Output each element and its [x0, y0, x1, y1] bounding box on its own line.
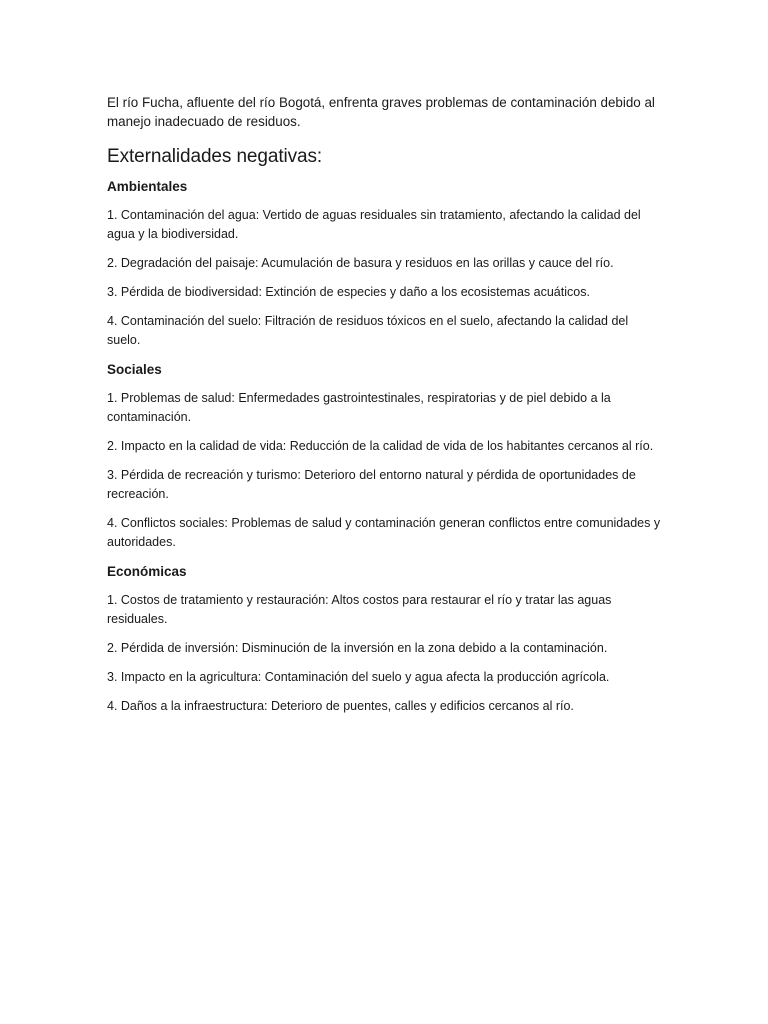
- list-item: 3. Pérdida de biodiversidad: Extinción de especies y daño a los ecosistemas acuáticos.: [107, 285, 590, 299]
- section-economicas: [107, 562, 663, 716]
- list-item: 2. Impacto en la calidad de vida: Reducción de la calidad de vida de los habitantes cercanos al río.: [107, 439, 654, 453]
- list-item: 1. Costos de tratamiento y restauración: Altos costos para restaurar el río y tratar las aguas residuales.: [107, 593, 612, 626]
- list-item: 4. Contaminación del suelo: Filtración de residuos tóxicos en el suelo, afectando la calidad del suelo.: [107, 314, 629, 347]
- list-item: 1. Contaminación del agua: Vertido de aguas residuales sin tratamiento, afectando la calidad del agua y la biodiversidad.: [107, 208, 641, 241]
- list-item: 2. Pérdida de inversión: Disminución de la inversión en la zona debido a la contaminación.: [107, 641, 608, 655]
- section-heading: Sociales: [107, 362, 162, 377]
- list-item: 4. Daños a la infraestructura: Deterioro de puentes, calles y edificios cercanos al río.: [107, 699, 574, 713]
- section-ambientales: [107, 177, 663, 350]
- list-item: 1. Problemas de salud: Enfermedades gastrointestinales, respiratorias y de piel debido a la contaminación.: [107, 391, 611, 424]
- main-heading: Externalidades negativas:: [107, 146, 323, 167]
- section-sociales: [107, 360, 663, 552]
- list-item: 3. Impacto en la agricultura: Contaminación del suelo y agua afecta la producción agrícola.: [107, 670, 610, 684]
- list-item: 4. Conflictos sociales: Problemas de salud y contaminación generan conflictos entre comunidades y autoridades.: [107, 516, 661, 549]
- intro-paragraph: El río Fucha, afluente del río Bogotá, enfrenta graves problemas de contaminación debido al manejo inadecuado de residuos.: [107, 95, 655, 129]
- document-page: [107, 93, 663, 726]
- list-item: 2. Degradación del paisaje: Acumulación de basura y residuos en las orillas y cauce del río.: [107, 256, 614, 270]
- list-item: 3. Pérdida de recreación y turismo: Deterioro del entorno natural y pérdida de oportunidades de recreación.: [107, 468, 636, 501]
- section-heading: Ambientales: [107, 179, 188, 194]
- section-heading: Económicas: [107, 564, 187, 579]
